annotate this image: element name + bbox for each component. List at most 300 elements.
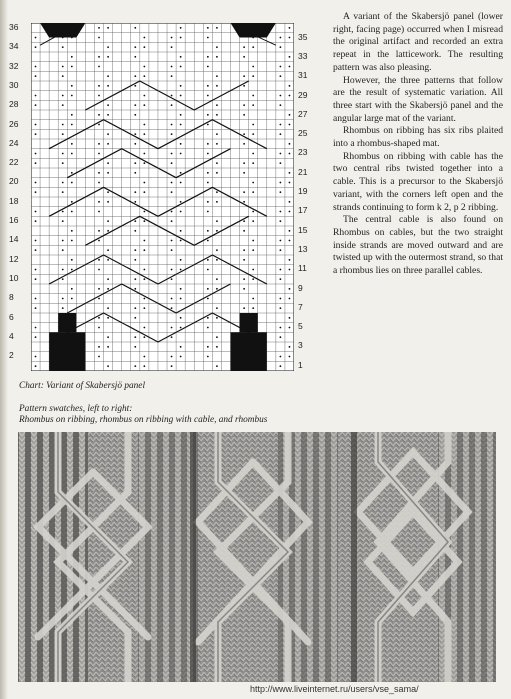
purl-dot [98, 182, 100, 184]
purl-dot [171, 37, 173, 39]
purl-dot [207, 240, 209, 242]
purl-dot [98, 37, 100, 39]
purl-dot [207, 153, 209, 155]
purl-dot [180, 211, 182, 213]
purl-dot [71, 182, 73, 184]
purl-dot [35, 336, 37, 338]
purl-dot [289, 153, 291, 155]
purl-dot [252, 182, 254, 184]
purl-dot [216, 249, 218, 251]
chart-bottom-right-block [231, 332, 267, 371]
purl-dot [252, 46, 254, 48]
purl-dot [243, 56, 245, 58]
purl-dot [279, 336, 281, 338]
row-label-7: 7 [298, 301, 303, 312]
purl-dot [98, 85, 100, 87]
purl-dot [243, 191, 245, 193]
body-text-column [333, 11, 503, 278]
purl-dot [71, 143, 73, 145]
purl-dot [216, 133, 218, 135]
purl-dot [62, 162, 64, 164]
row-label-8: 8 [9, 292, 14, 303]
purl-dot [98, 27, 100, 29]
row-label-10: 10 [9, 272, 19, 283]
purl-dot [71, 201, 73, 203]
purl-dot [35, 220, 37, 222]
swatch-caption-line1: Pattern swatches, left to right: [19, 404, 133, 414]
purl-dot [71, 269, 73, 271]
purl-dot [207, 356, 209, 358]
purl-dot [107, 143, 109, 145]
purl-dot [289, 327, 291, 329]
purl-dot [289, 37, 291, 39]
purl-dot [71, 66, 73, 68]
purl-dot [171, 269, 173, 271]
purl-dot [180, 240, 182, 242]
purl-dot [35, 133, 37, 135]
purl-dot [180, 37, 182, 39]
purl-dot [107, 56, 109, 58]
purl-dot [216, 288, 218, 290]
row-label-22: 22 [9, 157, 19, 168]
purl-dot [171, 191, 173, 193]
purl-dot [98, 298, 100, 300]
purl-dot [171, 133, 173, 135]
purl-dot [35, 269, 37, 271]
purl-dot [252, 66, 254, 68]
purl-dot [134, 114, 136, 116]
purl-dot [62, 95, 64, 97]
purl-dot [180, 230, 182, 232]
purl-dot [107, 75, 109, 77]
purl-dot [171, 307, 173, 309]
purl-dot [62, 133, 64, 135]
purl-dot [71, 56, 73, 58]
purl-dot [252, 278, 254, 280]
purl-dot [62, 269, 64, 271]
row-label-9: 9 [298, 282, 303, 293]
purl-dot [289, 240, 291, 242]
purl-dot [98, 153, 100, 155]
purl-dot [243, 75, 245, 77]
row-label-27: 27 [298, 108, 308, 119]
row-label-32: 32 [9, 60, 19, 71]
purl-dot [71, 114, 73, 116]
purl-dot [289, 56, 291, 58]
purl-dot [279, 220, 281, 222]
purl-dot [35, 124, 37, 126]
purl-dot [171, 298, 173, 300]
purl-dot [252, 95, 254, 97]
purl-dot [279, 307, 281, 309]
purl-dot [243, 249, 245, 251]
purl-dot [98, 124, 100, 126]
purl-dot [289, 211, 291, 213]
row-label-12: 12 [9, 253, 19, 264]
purl-dot [134, 143, 136, 145]
purl-dot [107, 346, 109, 348]
purl-dot [35, 365, 37, 367]
row-label-5: 5 [298, 321, 303, 332]
purl-dot [171, 182, 173, 184]
purl-dot [289, 182, 291, 184]
purl-dot [252, 298, 254, 300]
purl-dot [71, 211, 73, 213]
purl-dot [143, 46, 145, 48]
purl-dot [171, 356, 173, 358]
purl-dot [62, 124, 64, 126]
purl-dot [171, 75, 173, 77]
purl-dot [134, 85, 136, 87]
purl-dot [216, 172, 218, 174]
purl-dot [243, 114, 245, 116]
purl-dot [289, 85, 291, 87]
purl-dot [289, 201, 291, 203]
purl-dot [62, 66, 64, 68]
chart-bottom-left-block [49, 332, 85, 371]
paragraph-rhombus-with-cable: Rhombus on ribbing with cable has the two central ribs twisted together into a cable. This is a precursor to the Skabersjö variant, with the corners left open and the strands continuing to form k 2, p 2 ribbing. [333, 150, 503, 213]
purl-dot [62, 220, 64, 222]
purl-dot [143, 249, 145, 251]
purl-dot [98, 56, 100, 58]
purl-dot [216, 56, 218, 58]
row-label-24: 24 [9, 137, 19, 148]
row-label-15: 15 [298, 224, 308, 235]
purl-dot [279, 211, 281, 213]
row-label-13: 13 [298, 243, 308, 254]
purl-dot [98, 172, 100, 174]
purl-dot [180, 356, 182, 358]
purl-dot [171, 46, 173, 48]
paragraph-variant: A variant of the Skabersjö panel (lower right, facing page) occurred when I misread the original artifact and recorded an extra repeat in the latticework. The resulting pattern was also pleasing. [333, 11, 503, 73]
purl-dot [207, 85, 209, 87]
purl-dot [171, 104, 173, 106]
purl-dot [134, 230, 136, 232]
purl-dot [98, 327, 100, 329]
purl-dot [35, 104, 37, 106]
purl-dot [134, 46, 136, 48]
purl-dot [98, 230, 100, 232]
purl-dot [107, 104, 109, 106]
purl-dot [180, 346, 182, 348]
purl-dot [207, 66, 209, 68]
purl-dot [252, 249, 254, 251]
purl-dot [171, 95, 173, 97]
purl-dot [107, 220, 109, 222]
purl-dot [216, 365, 218, 367]
swatch-illustration [18, 432, 496, 682]
purl-dot [71, 95, 73, 97]
purl-dot [216, 201, 218, 203]
purl-dot [143, 327, 145, 329]
purl-dot [207, 288, 209, 290]
purl-dot [243, 307, 245, 309]
purl-dot [143, 269, 145, 271]
purl-dot [143, 298, 145, 300]
purl-dot [35, 327, 37, 329]
purl-dot [134, 27, 136, 29]
purl-dot [143, 66, 145, 68]
purl-dot [207, 298, 209, 300]
purl-dot [107, 278, 109, 280]
purl-dot [207, 259, 209, 261]
purl-dot [134, 191, 136, 193]
purl-dot [180, 269, 182, 271]
row-label-34: 34 [9, 41, 19, 52]
purl-dot [98, 288, 100, 290]
purl-dot [143, 162, 145, 164]
purl-dot [143, 133, 145, 135]
purl-dot [143, 37, 145, 39]
purl-dot [207, 346, 209, 348]
purl-dot [289, 346, 291, 348]
purl-dot [279, 191, 281, 193]
purl-dot [216, 104, 218, 106]
purl-dot [98, 114, 100, 116]
purl-dot [143, 153, 145, 155]
purl-dot [171, 66, 173, 68]
purl-dot [216, 278, 218, 280]
purl-dot [243, 259, 245, 261]
purl-dot [71, 124, 73, 126]
purl-dot [216, 46, 218, 48]
purl-dot [279, 153, 281, 155]
purl-dot [62, 104, 64, 106]
purl-dot [143, 75, 145, 77]
purl-dot [279, 240, 281, 242]
purl-dot [134, 365, 136, 367]
purl-dot [279, 162, 281, 164]
purl-dot [35, 211, 37, 213]
purl-dot [289, 298, 291, 300]
purl-dot [243, 201, 245, 203]
purl-dot [216, 317, 218, 319]
row-label-4: 4 [9, 330, 14, 341]
purl-dot [279, 182, 281, 184]
row-label-11: 11 [298, 263, 307, 274]
purl-dot [207, 201, 209, 203]
purl-dot [134, 259, 136, 261]
purl-dot [98, 346, 100, 348]
purl-dot [279, 133, 281, 135]
purl-dot [35, 153, 37, 155]
purl-dot [107, 365, 109, 367]
purl-dot [216, 191, 218, 193]
purl-dot [107, 307, 109, 309]
purl-dot [71, 85, 73, 87]
purl-dot [134, 288, 136, 290]
purl-dot [289, 143, 291, 145]
purl-dot [207, 327, 209, 329]
purl-dot [62, 278, 64, 280]
purl-dot [171, 336, 173, 338]
row-label-14: 14 [9, 234, 19, 245]
row-label-6: 6 [9, 311, 14, 322]
purl-dot [171, 162, 173, 164]
purl-dot [289, 27, 291, 29]
purl-dot [207, 56, 209, 58]
purl-dot [171, 365, 173, 367]
row-label-35: 35 [298, 31, 308, 42]
purl-dot [71, 153, 73, 155]
purl-dot [35, 95, 37, 97]
purl-dot [252, 211, 254, 213]
knitted-swatches-photo [18, 432, 496, 682]
purl-dot [171, 240, 173, 242]
purl-dot [171, 327, 173, 329]
purl-dot [252, 124, 254, 126]
purl-dot [180, 298, 182, 300]
purl-dot [207, 317, 209, 319]
swatch-caption-line2: Rhombus on ribbing, rhombus on ribbing with cable, and rhombus [19, 415, 268, 425]
purl-dot [143, 336, 145, 338]
row-label-21: 21 [298, 166, 308, 177]
purl-dot [62, 191, 64, 193]
purl-dot [134, 133, 136, 135]
purl-dot [289, 317, 291, 319]
purl-dot [216, 27, 218, 29]
purl-dot [279, 66, 281, 68]
purl-dot [107, 336, 109, 338]
purl-dot [143, 356, 145, 358]
purl-dot [289, 259, 291, 261]
purl-dot [243, 46, 245, 48]
purl-dot [207, 124, 209, 126]
purl-dot [98, 240, 100, 242]
paragraph-systematic-variation: However, the three patterns that follow are the result of systematic variation. All three start with the Skabersjö panel and the angular large mat of the variant. [333, 74, 503, 124]
purl-dot [207, 230, 209, 232]
row-label-28: 28 [9, 99, 19, 110]
purl-dot [171, 211, 173, 213]
purl-dot [180, 201, 182, 203]
row-label-17: 17 [298, 205, 308, 216]
purl-dot [143, 365, 145, 367]
purl-dot [289, 356, 291, 358]
purl-dot [134, 307, 136, 309]
purl-dot [62, 307, 64, 309]
purl-dot [71, 240, 73, 242]
purl-dot [107, 114, 109, 116]
purl-dot [252, 153, 254, 155]
chart-bottom-right-stem [240, 313, 258, 332]
purl-dot [289, 114, 291, 116]
purl-dot [71, 230, 73, 232]
row-label-26: 26 [9, 118, 19, 129]
purl-dot [98, 66, 100, 68]
purl-dot [243, 172, 245, 174]
purl-dot [134, 104, 136, 106]
purl-dot [107, 172, 109, 174]
purl-dot [289, 288, 291, 290]
purl-dot [216, 220, 218, 222]
row-label-30: 30 [9, 79, 19, 90]
purl-dot [180, 56, 182, 58]
purl-dot [180, 259, 182, 261]
purl-dot [143, 278, 145, 280]
purl-dot [289, 230, 291, 232]
purl-dot [289, 172, 291, 174]
purl-dot [216, 259, 218, 261]
purl-dot [35, 37, 37, 39]
purl-dot [134, 346, 136, 348]
purl-dot [207, 269, 209, 271]
purl-dot [35, 278, 37, 280]
purl-dot [171, 124, 173, 126]
purl-dot [243, 133, 245, 135]
row-label-31: 31 [298, 70, 308, 81]
purl-dot [216, 346, 218, 348]
purl-dot [180, 66, 182, 68]
row-label-18: 18 [9, 195, 19, 206]
purl-dot [279, 46, 281, 48]
purl-dot [279, 269, 281, 271]
purl-dot [180, 288, 182, 290]
purl-dot [289, 269, 291, 271]
purl-dot [98, 211, 100, 213]
purl-dot [71, 288, 73, 290]
purl-dot [62, 298, 64, 300]
purl-dot [180, 327, 182, 329]
row-label-36: 36 [9, 22, 19, 32]
purl-dot [107, 85, 109, 87]
purl-dot [143, 211, 145, 213]
purl-dot [107, 230, 109, 232]
purl-dot [207, 27, 209, 29]
purl-dot [98, 143, 100, 145]
paragraph-central-cable: The central cable is also found on Rhombus on cables, but the two straight inside strands are moved outward and are twisted up with the outermost strand, so that a rhombus lies on three parallel cables. [333, 214, 504, 277]
purl-dot [35, 191, 37, 193]
purl-dot [35, 182, 37, 184]
purl-dot [171, 220, 173, 222]
purl-dot [279, 356, 281, 358]
purl-dot [243, 230, 245, 232]
purl-dot [35, 240, 37, 242]
paragraph-rhombus-on-ribbing: Rhombus on ribbing has six ribs plaited into a rhombus-shaped mat. [333, 125, 503, 150]
purl-dot [243, 220, 245, 222]
purl-dot [71, 298, 73, 300]
purl-dot [62, 75, 64, 77]
purl-dot [252, 133, 254, 135]
purl-dot [143, 182, 145, 184]
purl-dot [62, 240, 64, 242]
purl-dot [252, 220, 254, 222]
purl-dot [134, 278, 136, 280]
purl-dot [98, 95, 100, 97]
purl-dot [143, 104, 145, 106]
purl-dot [279, 124, 281, 126]
purl-dot [62, 182, 64, 184]
purl-dot [62, 46, 64, 48]
purl-dot [216, 230, 218, 232]
purl-dot [216, 114, 218, 116]
purl-dot [134, 336, 136, 338]
purl-dot [134, 249, 136, 251]
purl-dot [180, 182, 182, 184]
purl-dot [134, 220, 136, 222]
page-gutter-shadow [0, 0, 8, 699]
purl-dot [62, 153, 64, 155]
purl-dot [35, 75, 37, 77]
row-label-29: 29 [298, 89, 308, 100]
purl-dot [107, 27, 109, 29]
purl-dot [134, 56, 136, 58]
purl-dot [243, 104, 245, 106]
purl-dot [107, 162, 109, 164]
purl-dot [35, 66, 37, 68]
purl-dot [143, 95, 145, 97]
purl-dot [171, 278, 173, 280]
chart-bottom-left-stem [58, 313, 76, 332]
